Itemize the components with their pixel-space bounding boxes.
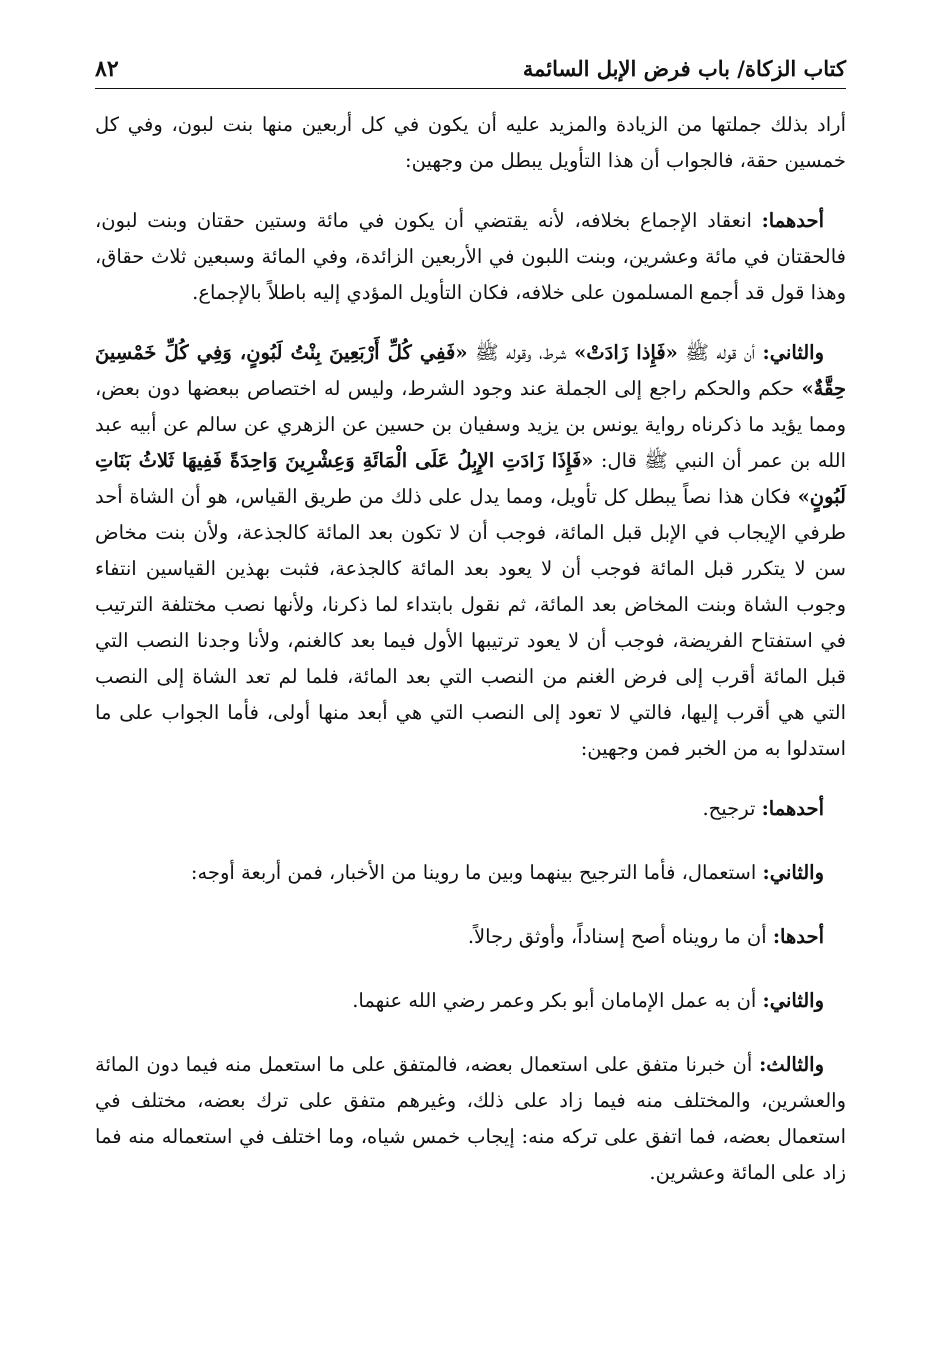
paragraph-text: شرط، وقوله ﷺ — [467, 341, 575, 364]
paragraph-response-first — [95, 791, 846, 827]
paragraph-response-second — [95, 855, 846, 891]
body-text — [95, 107, 846, 1191]
paragraph-text: أن خبرنا متفق على استعمال بعضه، فالمتفق على ما استعمل منه فيما دون المائة والعشرين، والمختلف منه فيما زاد على ذلك، وغيرهم متفق على ترك بعضه، مختلف في استعمال بعضه، فما اتفق على تركه منه: إيجاب خمس شياه، وما اختلف في استعماله منه فما زاد على المائة وعشرين. — [95, 1053, 846, 1184]
paragraph-text: استعمال، فأما الترجيح بينهما وبين ما روينا من الأخبار، فمن أربعة أوجه: — [190, 861, 763, 884]
paragraph-point-three — [95, 1047, 846, 1191]
paragraph-text: أن قوله ﷺ — [677, 341, 763, 364]
paragraph-lead: أحدهما: — [761, 797, 824, 820]
paragraph-lead: والثاني: — [762, 989, 824, 1012]
paragraph-lead: أحدها: — [772, 925, 824, 948]
paragraph-text: أن ما رويناه أصح إسناداً، وأوثق رجالاً. — [467, 925, 773, 948]
paragraph-intro — [95, 107, 846, 179]
paragraph-lead: أحدهما: — [761, 209, 824, 232]
paragraph-second-reason — [95, 335, 846, 767]
page-number: ٨٢ — [95, 56, 119, 82]
paragraph-lead: والثاني: — [762, 861, 824, 884]
paragraph-text: أراد بذلك جملتها من الزيادة والمزيد عليه أن يكون في كل أربعين منها بنت لبون، وفي كل خمسين حقة، فالجواب أن هذا التأويل يبطل من وجهين: — [95, 113, 846, 172]
paragraph-text: حكم والحكم راجع إلى الجملة عند وجود الشرط، وليس له اختصاص ببعضها دون بعض، ومما يؤيد ما ذكرناه رواية يونس بن يزيد وسفيان بن حسين عن الزهري عن سالم عن أبيه عبد الله بن عمر أن النبي ﷺ قال: — [95, 377, 846, 472]
paragraph-text: أن به عمل الإمامان أبو بكر وعمر رضي الله عنهما. — [352, 989, 763, 1012]
paragraph-lead: والثاني: — [762, 341, 824, 364]
hadith-quote: «فَفِي كُلِّ أَرْبَعِينَ بِنْتُ لَبُونٍ، وَفِي كُلِّ خَمْسِينَ حِقَّةٌ» — [95, 341, 846, 400]
hadith-quote: «فَإِذَا زَادَتِ الإِبِلُ عَلَى الْمَائَةِ وَعِشْرِينَ وَاحِدَةً فَفِيهَا ثَلاثُ بَنَاتِ لَبُونٍ» — [95, 449, 846, 508]
paragraph-point-two — [95, 983, 846, 1019]
section-title: كتاب الزكاة/ باب فرض الإبل السائمة — [522, 56, 846, 81]
running-header — [95, 52, 846, 89]
paragraph-first-reason — [95, 203, 846, 311]
paragraph-point-one — [95, 919, 846, 955]
paragraph-lead: والثالث: — [759, 1053, 824, 1076]
paragraph-text: ترجيح. — [702, 797, 762, 820]
paragraph-text: فكان هذا نصاً يبطل كل تأويل، ومما يدل على ذلك من طريق القياس، هو أن الشاة أحد طرفي الإيجاب في الإبل قبل المائة، فوجب أن لا تكون بعد المائة كالجذعة، ولأن بنت مخاض سن لا يتكرر قبل المائة فوجب أن لا يعود بعد المائة كالجذعة، فثبت بهذين القياسين انتفاء وجوب الشاة وبنت المخاض بعد المائة، ثم نقول بابتداء لما ذكرنا، ولأنها نصب مختلفة الترتيب في استفتاح الفريضة، فوجب أن لا يعود ترتيبها الأول فيما بعد كالغنم، ولأنا وجدنا النصب التي قبل المائة أقرب إلى فرض الغنم من النصب التي بعد المائة، فلما لم تعد الشاة إلى النصب التي هي أقرب إليها، فالتي لا تعود إلى النصب التي هي أبعد منها أولى، فأما الجواب على ما استدلوا به من الخبر فمن وجهين: — [95, 485, 846, 760]
paragraph-text: انعقاد الإجماع بخلافه، لأنه يقتضي أن يكون في مائة وستين حقتان وبنت لبون، فالحقتان في مائة وعشرين، وبنت اللبون في الأربعين الزائدة، وفي المائة وسبعين ثلاث حقاق، وهذا قول قد أجمع المسلمون على خلافه، فكان التأويل المؤدي إليه باطلاً بالإجماع. — [95, 209, 846, 304]
hadith-quote: «فَإِذا زَادَتْ» — [574, 341, 678, 364]
